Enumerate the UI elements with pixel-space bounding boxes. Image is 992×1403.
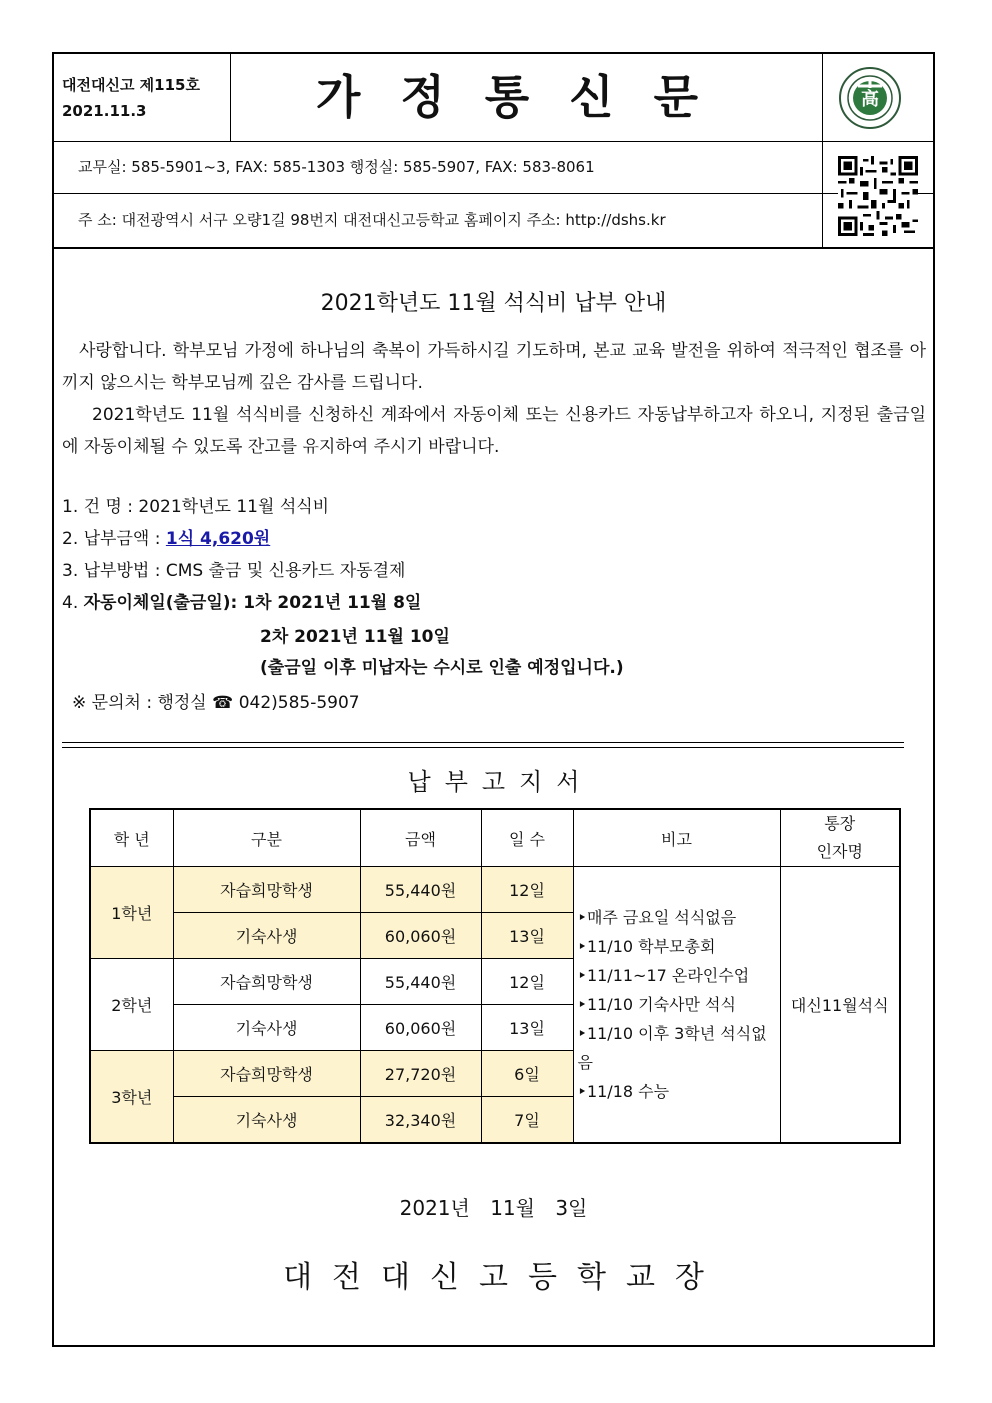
issue-date-footer: 2021년 11월 3일 <box>399 1196 588 1220</box>
item-method-value: CMS 출금 및 신용카드 자동결제 <box>165 561 406 581</box>
amount-cell: 32,340원 <box>360 1097 481 1144</box>
item-debit-second: 2차 2021년 11월 10일 <box>260 627 450 647</box>
item-amount <box>62 523 270 555</box>
issue-date: 2021.11.3 <box>62 102 147 120</box>
note-line: ‣11/18 수능 <box>577 1082 670 1101</box>
item-debit-date <box>62 587 421 619</box>
table-row <box>90 867 900 913</box>
item-amount-label: 2. 납부금액 : <box>62 529 166 549</box>
address-info: 주 소: 대전광역시 서구 오량1길 98번지 대전대신고등학교 홈페이지 주소: http://dshs.kr <box>78 211 666 229</box>
qr-code-icon <box>838 156 918 236</box>
header-contact-row <box>54 141 933 194</box>
bill-title: 납부고지서 <box>407 768 594 796</box>
item-subject-value: 2021학년도 11월 석식비 <box>138 497 330 517</box>
item-debit-label: 자동이체일(출금일): <box>83 593 244 613</box>
amount-cell: 60,060원 <box>360 1005 481 1051</box>
header-address-row <box>54 193 933 249</box>
notice-paragraph: 2021학년도 11월 석식비를 신청하신 계좌에서 자동이체 또는 신용카드 자동납부하고자 하오니, 지정된 출금일에 자동이체될 수 있도록 잔고를 유지하여 주시기 바랍니다. <box>62 405 926 457</box>
category-cell: 자습희망학생 <box>173 1051 360 1097</box>
amount-cell: 55,440원 <box>360 959 481 1005</box>
note-line: ‣11/10 기숙사만 석식 <box>577 995 736 1014</box>
item-subject-label: 1. 건 명 : <box>62 497 139 517</box>
days-cell: 13일 <box>481 1005 573 1051</box>
amount-cell: 55,440원 <box>360 867 481 913</box>
inquiry-contact: ※ 문의처 : 행정실 ☎ 042)585-5907 <box>72 693 360 713</box>
col-note: 비고 <box>573 809 780 867</box>
header-top-row <box>54 54 933 142</box>
item-debit-first: 1차 2021년 11월 8일 <box>243 593 422 613</box>
col-category: 구분 <box>173 809 360 867</box>
table-header-row <box>90 809 900 867</box>
grade-cell: 2학년 <box>90 959 173 1051</box>
col-days: 일 수 <box>481 809 573 867</box>
bill-table <box>89 808 901 1144</box>
category-cell: 기숙사생 <box>173 1097 360 1144</box>
school-logo <box>838 66 902 130</box>
contact-info: 교무실: 585-5901~3, FAX: 585-1303 행정실: 585-5907, FAX: 583-8061 <box>78 158 595 176</box>
greeting-paragraph: 사랑합니다. 학부모님 가정에 하나님의 축복이 가득하시길 기도하며, 본교 교육 발전을 위하여 적극적인 협조를 아끼지 않으시는 학부모님께 깊은 감사를 드립니다. <box>62 341 926 393</box>
amount-cell: 27,720원 <box>360 1051 481 1097</box>
col-account-name <box>780 809 900 867</box>
amount-cell: 60,060원 <box>360 913 481 959</box>
grade-cell: 3학년 <box>90 1051 173 1144</box>
account-name-cell: 대신11월석식 <box>780 867 900 1144</box>
days-cell: 12일 <box>481 867 573 913</box>
svg-text:高: 高 <box>861 89 879 110</box>
item-subject <box>62 491 329 523</box>
item-method <box>62 555 405 587</box>
col-account-line1: 통장 <box>824 814 856 833</box>
item-method-label: 3. 납부방법 : <box>62 561 166 581</box>
note-line: ‣11/10 학부모총회 <box>577 937 716 956</box>
issue-number: 대전대신고 제115호 <box>62 76 200 94</box>
days-cell: 13일 <box>481 913 573 959</box>
category-cell: 기숙사생 <box>173 913 360 959</box>
item-amount-value: 1식 4,620원 <box>165 529 271 549</box>
days-cell: 6일 <box>481 1051 573 1097</box>
item-debit-notice: (출금일 이후 미납자는 수시로 인출 예정입니다.) <box>260 658 624 678</box>
col-amount: 금액 <box>360 809 481 867</box>
col-grade: 학 년 <box>90 809 173 867</box>
category-cell: 자습희망학생 <box>173 959 360 1005</box>
note-line: ‣매주 금요일 석식없음 <box>577 908 737 927</box>
note-line: ‣11/10 이후 3학년 석식없음 <box>577 1024 767 1072</box>
grade-cell: 1학년 <box>90 867 173 959</box>
days-cell: 7일 <box>481 1097 573 1144</box>
document-title: 2021학년도 11월 석식비 납부 안내 <box>320 291 667 316</box>
page-title: 가정통신문 <box>315 70 739 124</box>
col-account-line2: 인자명 <box>816 842 863 861</box>
item-debit-number: 4. <box>62 593 84 613</box>
days-cell: 12일 <box>481 959 573 1005</box>
note-cell <box>573 867 780 1144</box>
issue-info <box>62 72 200 124</box>
double-separator <box>62 742 904 748</box>
note-line: ‣11/11~17 온라인수업 <box>577 966 750 985</box>
category-cell: 기숙사생 <box>173 1005 360 1051</box>
letter-frame <box>52 52 935 1347</box>
principal-signature: 대전대신고등학교장 <box>283 1260 724 1295</box>
category-cell: 자습희망학생 <box>173 867 360 913</box>
